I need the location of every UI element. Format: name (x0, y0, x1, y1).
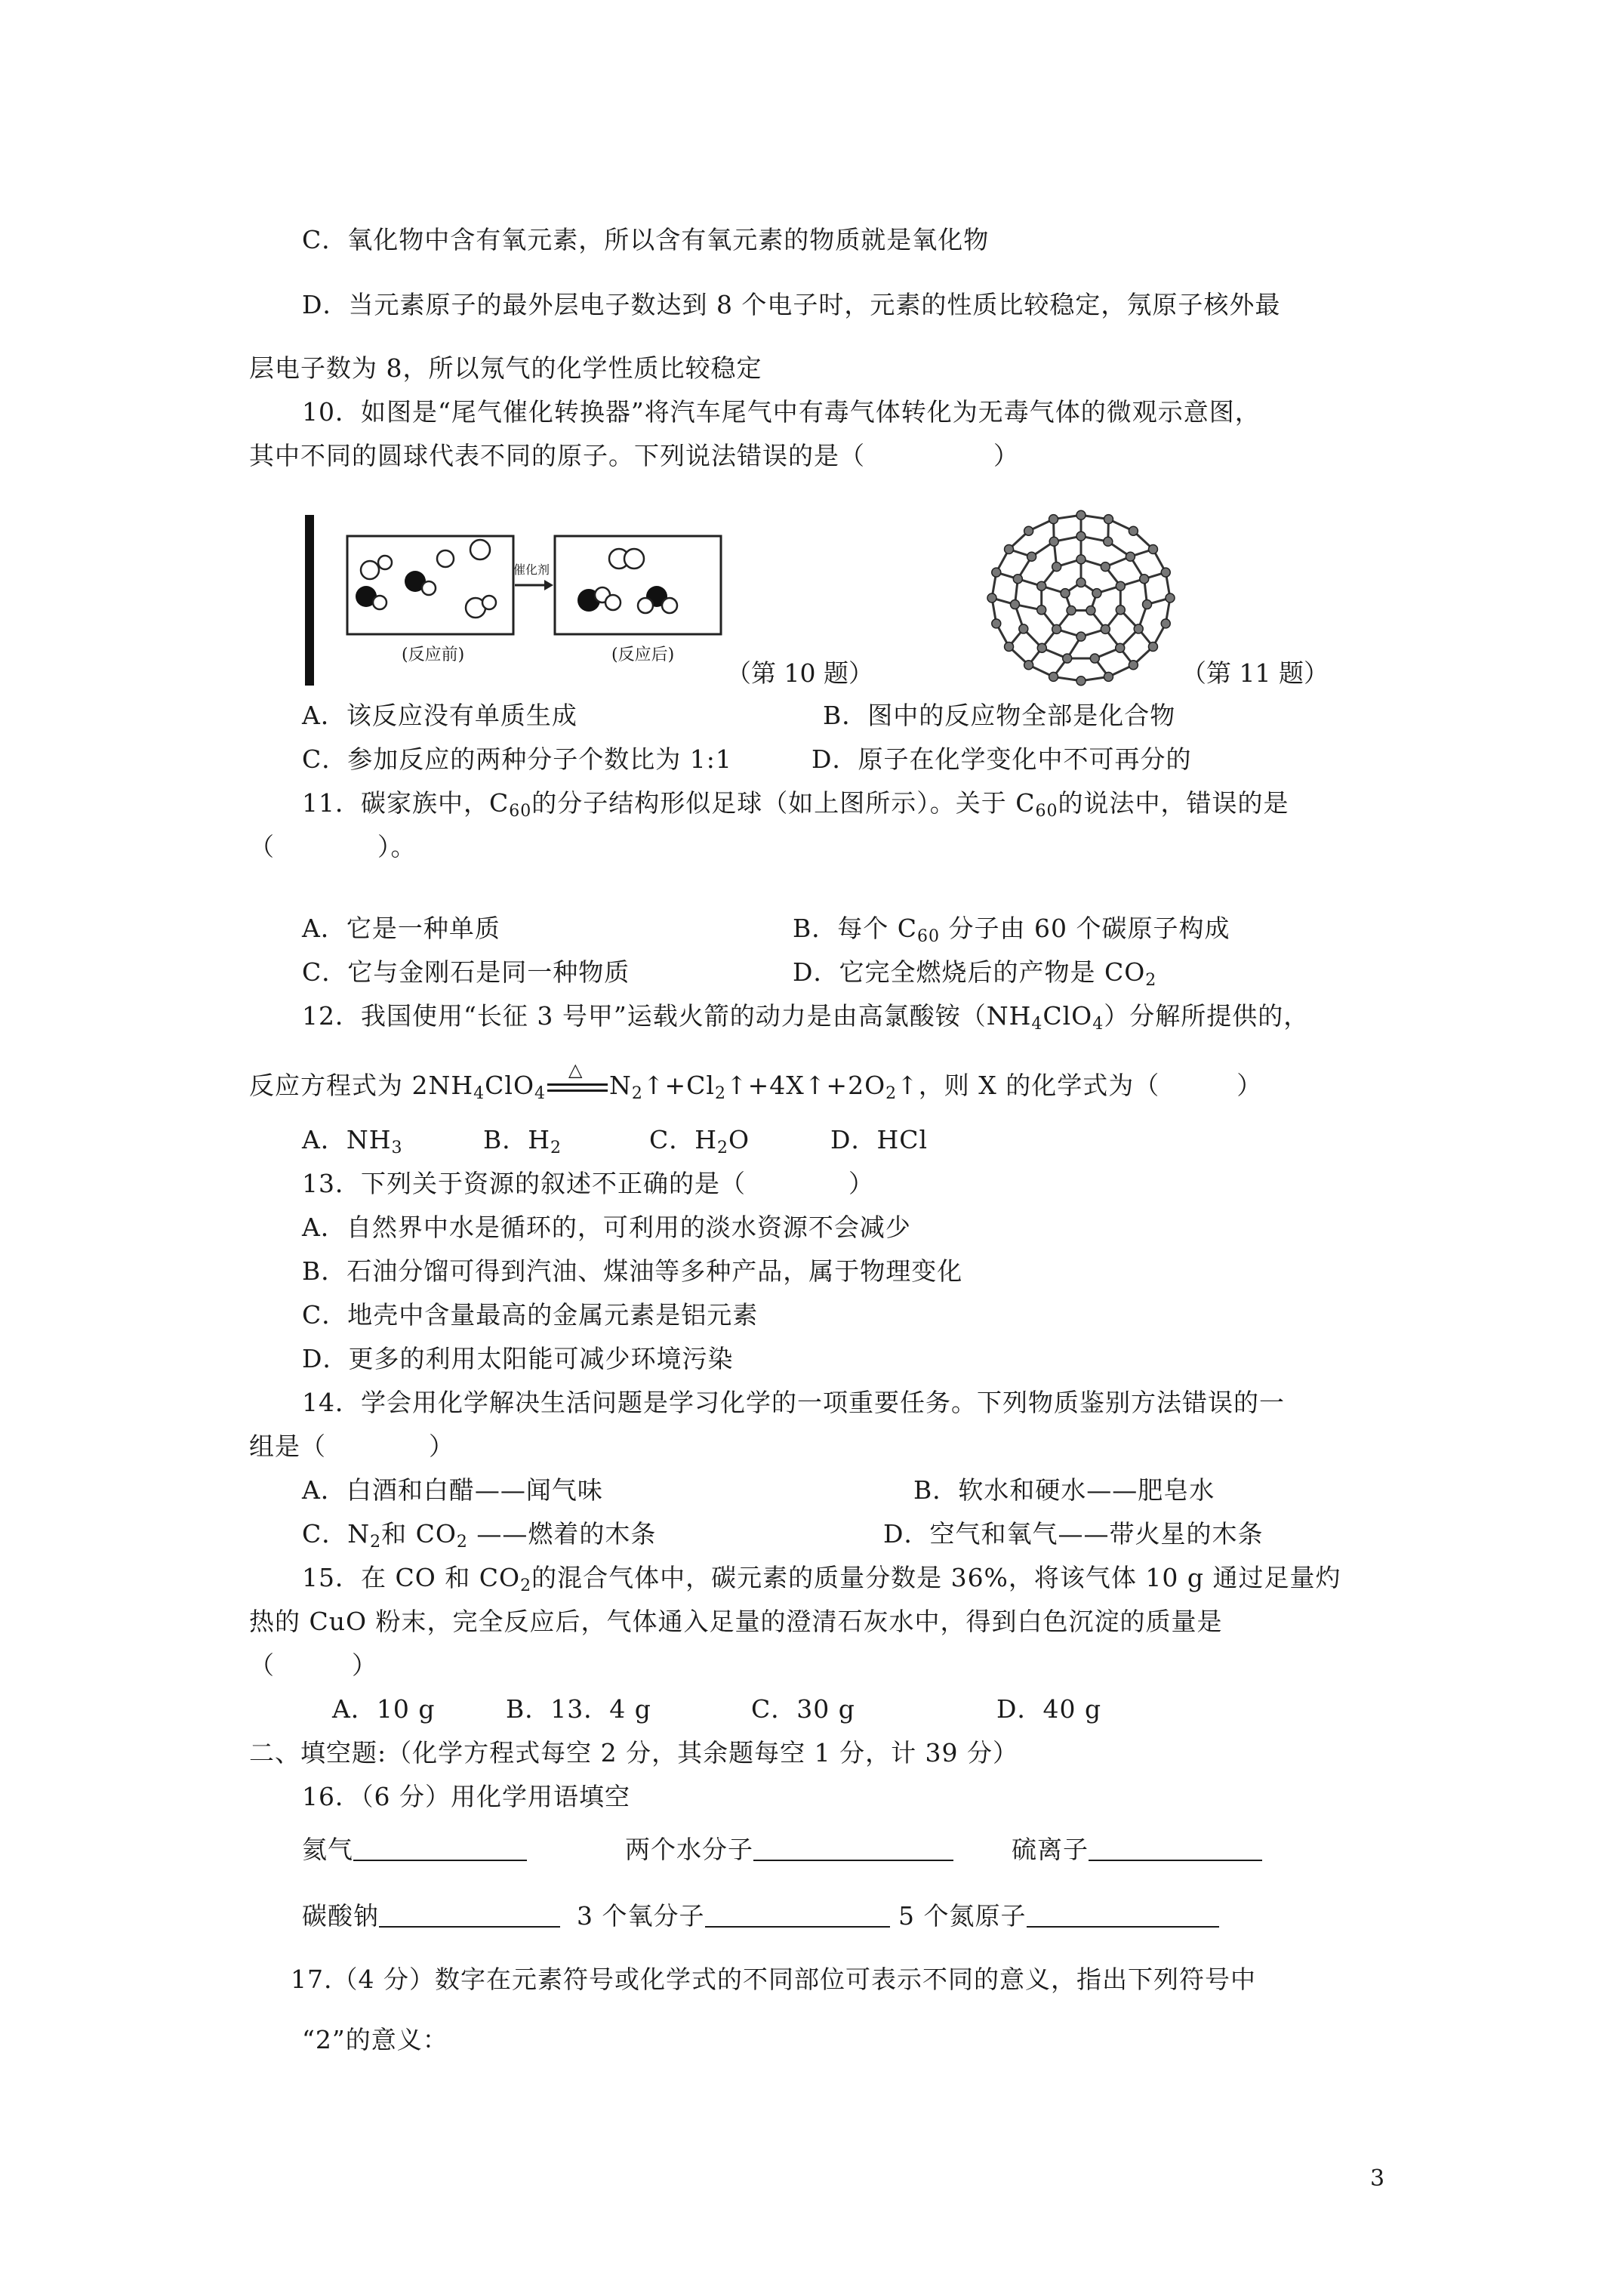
q11-figure (960, 498, 1202, 698)
q15-stem-line1: 15．在 CO 和 $CO_2$的混合气体中，碳元素的质量分数是 36%，将该气体 10 g 通过足量灼 (302, 1563, 1341, 1595)
q10-option-b: B．图中的反应物全部是化合物 (823, 701, 1176, 730)
q14-option-d: D．空气和氧气——带火星的木条 (883, 1519, 1264, 1549)
q14-stem-line1: 14．学会用化学解决生活问题是学习化学的一项重要任务。下列物质鉴别方法错误的一 (302, 1388, 1285, 1417)
section-title-fill-in: 二、填空题:（化学方程式每空 2 分，其余题每空 1 分，计 39 分） (249, 1738, 1019, 1767)
q14-option-b: B．软水和硬水——肥皂水 (913, 1475, 1215, 1505)
q14-stem-line2: 组是（ ） (249, 1432, 454, 1461)
q10-option-c: C．参加反应的两种分子个数比为 1:1 (302, 744, 732, 774)
q10-option-d: D．原子在化学变化中不可再分的 (812, 744, 1192, 774)
q15-stem-line3: （ ） (249, 1650, 377, 1680)
answer-blank[interactable] (1027, 1903, 1219, 1928)
q16-row1-b: 两个水分子 (625, 1833, 953, 1866)
q16-row1-c: 硫离子 (1012, 1833, 1262, 1866)
q11-option-c: C．它与金刚石是同一种物质 (302, 957, 630, 987)
q17-stem-line1: 17.（4 分）数字在元素符号或化学式的不同部位可表示不同的意义，指出下列符号中 (291, 1965, 1256, 1994)
q9-option-d-line1: D．当元素原子的最外层电子数达到 8 个电子时，元素的性质比较稳定，氖原子核外最 (302, 290, 1281, 319)
q16-stem: 16．（6 分）用化学用语填空 (302, 1782, 630, 1811)
q17-stem-line2: “2”的意义： (302, 2025, 448, 2054)
q13-stem: 13．下列关于资源的叙述不正确的是（ ） (302, 1169, 874, 1198)
answer-blank[interactable] (753, 1837, 953, 1861)
page-number: 3 (1370, 2165, 1385, 2192)
q13-option-d: D．更多的利用太阳能可减少环境污染 (302, 1344, 734, 1373)
answer-blank[interactable] (379, 1903, 560, 1928)
q12-option-a: A．$NH_3$ (302, 1125, 403, 1157)
q12-option-c: C．$H_2O$ (649, 1125, 750, 1157)
q16-row1: 氦气 (302, 1833, 527, 1866)
q10-figure (302, 513, 725, 687)
q10-stem-line1: 10．如图是“尾气催化转换器”将汽车尾气中有毒气体转化为无毒气体的微观示意图， (302, 397, 1261, 427)
q12-option-d: D．HCl (830, 1125, 929, 1154)
q16-row2: 碳酸钠 (302, 1900, 560, 1933)
q9-option-c: C．氧化物中含有氧元素，所以含有氧元素的物质就是氧化物 (302, 225, 990, 254)
q16-row2-c: 5 个氮原子 (898, 1900, 1219, 1933)
q15-option-b: B．13．4 g (506, 1694, 651, 1724)
q11-stem-line2: （ ）。 (249, 832, 417, 861)
q14-option-c: C．$N_2$和 $CO_2$ ——燃着的木条 (302, 1519, 657, 1552)
q15-stem-line2: 热的 CuO 粉末，完全反应后，气体通入足量的澄清石灰水中，得到白色沉淀的质量是 (249, 1607, 1223, 1636)
q16-row2-b: 3 个氧分子 (577, 1900, 890, 1933)
q10-catalyst-label: 催化剂 (513, 562, 550, 577)
q13-option-c: C．地壳中含量最高的金属元素是铝元素 (302, 1300, 759, 1330)
q10-option-a: A．该反应没有单质生成 (302, 701, 577, 730)
answer-blank[interactable] (1089, 1837, 1262, 1861)
q10-after-label: (反应后) (611, 646, 675, 664)
q10-before-label: (反应前) (402, 646, 465, 664)
q10-figure-caption: （第 10 题） (726, 658, 873, 688)
q10-stem-line2: 其中不同的圆球代表不同的原子。下列说法错误的是（ ） (249, 441, 1019, 470)
q12-equation-line: 反应方程式为 $2NH_4ClO_4$ △ $N_2↑+Cl_2↑+4X↑+2O_2↑$，则 X 的化学式为（ ） (249, 1059, 1263, 1103)
q12-option-b: B．$H_2$ (483, 1125, 562, 1157)
heating-condition-sign: △ (546, 1070, 609, 1100)
q15-option-a: A．10 g (332, 1694, 436, 1724)
q9-option-d-line2: 层电子数为 8，所以氖气的化学性质比较稳定 (249, 353, 762, 383)
q11-option-d: D．它完全燃烧后的产物是 $CO_2$ (793, 957, 1157, 990)
q12-stem-line1: 12．我国使用“长征 3 号甲”运载火箭的动力是由高氯酸铵$(NH_4ClO_4)$分解所提供的， (302, 1001, 1310, 1034)
q11-stem-line1: 11．碳家族中，$C_{60}$的分子结构形似足球（如上图所示）。关于 $C_{60}$的说法中，错误的是 (302, 788, 1289, 821)
q11-figure-caption: （第 11 题） (1181, 658, 1329, 688)
q11-option-a: A．它是一种单质 (302, 914, 500, 943)
q13-option-b: B．石油分馏可得到汽油、煤油等多种产品，属于物理变化 (302, 1256, 963, 1286)
q11-option-b: B．每个 $C_{60}$ 分子由 60 个碳原子构成 (793, 914, 1230, 946)
q15-option-c: C．30 g (751, 1694, 855, 1724)
q13-option-a: A．自然界中水是循环的，可利用的淡水资源不会减少 (302, 1213, 911, 1242)
answer-blank[interactable] (705, 1903, 890, 1928)
q15-option-d: D．40 g (996, 1694, 1102, 1724)
q14-option-a: A．白酒和白醋——闻气味 (302, 1475, 603, 1505)
answer-blank[interactable] (353, 1837, 527, 1861)
